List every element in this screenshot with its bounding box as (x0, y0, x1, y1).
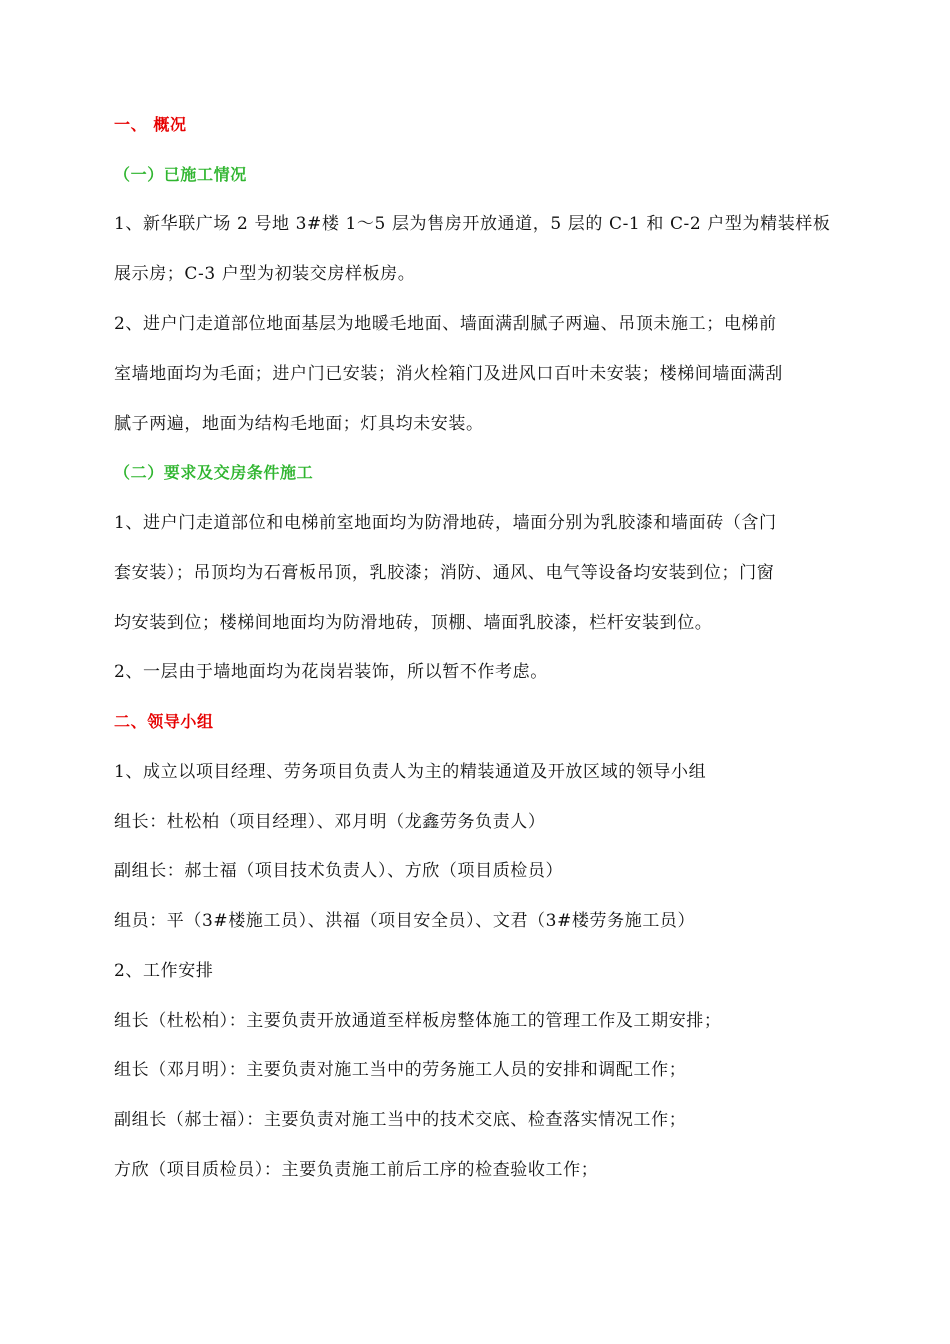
list-item: 组长：杜松柏（项目经理）、邓月明（龙鑫劳务负责人） (114, 812, 546, 832)
list-item: 1、成立以项目经理、劳务项目负责人为主的精装通道及开放区域的领导小组 (114, 762, 707, 782)
paragraph-line: 腻子两遍，地面为结构毛地面；灯具均未安装。 (114, 414, 484, 434)
list-item: 组长（杜松柏）：主要负责开放通道至样板房整体施工的管理工作及工期安排； (114, 1011, 722, 1031)
list-item: 副组长：郝士福（项目技术负责人）、方欣（项目质检员） (114, 861, 564, 881)
subsection-heading-requirements: （二）要求及交房条件施工 (114, 463, 314, 482)
paragraph-line: 展示房；C-3 户型为初装交房样板房。 (114, 264, 416, 284)
paragraph-line: 套安装）；吊顶均为石膏板吊顶，乳胶漆；消防、通风、电气等设备均安装到位；门窗 (114, 563, 775, 583)
paragraph-line: 1、新华联广场 2 号地 3#楼 1～5 层为售房开放通道，5 层的 C-1 和 C-2 户型为精装样板 (114, 214, 831, 234)
paragraph-line: 室墙地面均为毛面；进户门已安装；消火栓箱门及进风口百叶未安装；楼梯间墙面满刮 (114, 364, 783, 384)
list-item: 方欣（项目质检员）：主要负责施工前后工序的检查验收工作； (114, 1160, 599, 1180)
paragraph-line: 均安装到位；楼梯间地面均为防滑地砖，顶棚、墙面乳胶漆，栏杆安装到位。 (114, 613, 713, 633)
section-heading-overview: 一、 概况 (114, 115, 187, 134)
list-item: 2、工作安排 (114, 961, 214, 981)
list-item: 组员：平（3#楼施工员）、洪福（项目安全员）、文君（3#楼劳务施工员） (114, 911, 696, 931)
paragraph-line: 2、进户门走道部位地面基层为地暖毛地面、墙面满刮腻子两遍、吊顶未施工；电梯前 (114, 314, 777, 334)
paragraph-line: 1、进户门走道部位和电梯前室地面均为防滑地砖，墙面分别为乳胶漆和墙面砖（含门 (114, 513, 777, 533)
subsection-heading-completed: （一）已施工情况 (114, 165, 247, 184)
list-item: 副组长（郝士福）：主要负责对施工当中的技术交底、检查落实情况工作； (114, 1110, 687, 1130)
paragraph-line: 2、一层由于墙地面均为花岗岩装饰，所以暂不作考虑。 (114, 662, 548, 682)
section-heading-leadership: 二、领导小组 (114, 712, 214, 731)
list-item: 组长（邓月明）：主要负责对施工当中的劳务施工人员的安排和调配工作； (114, 1060, 687, 1080)
